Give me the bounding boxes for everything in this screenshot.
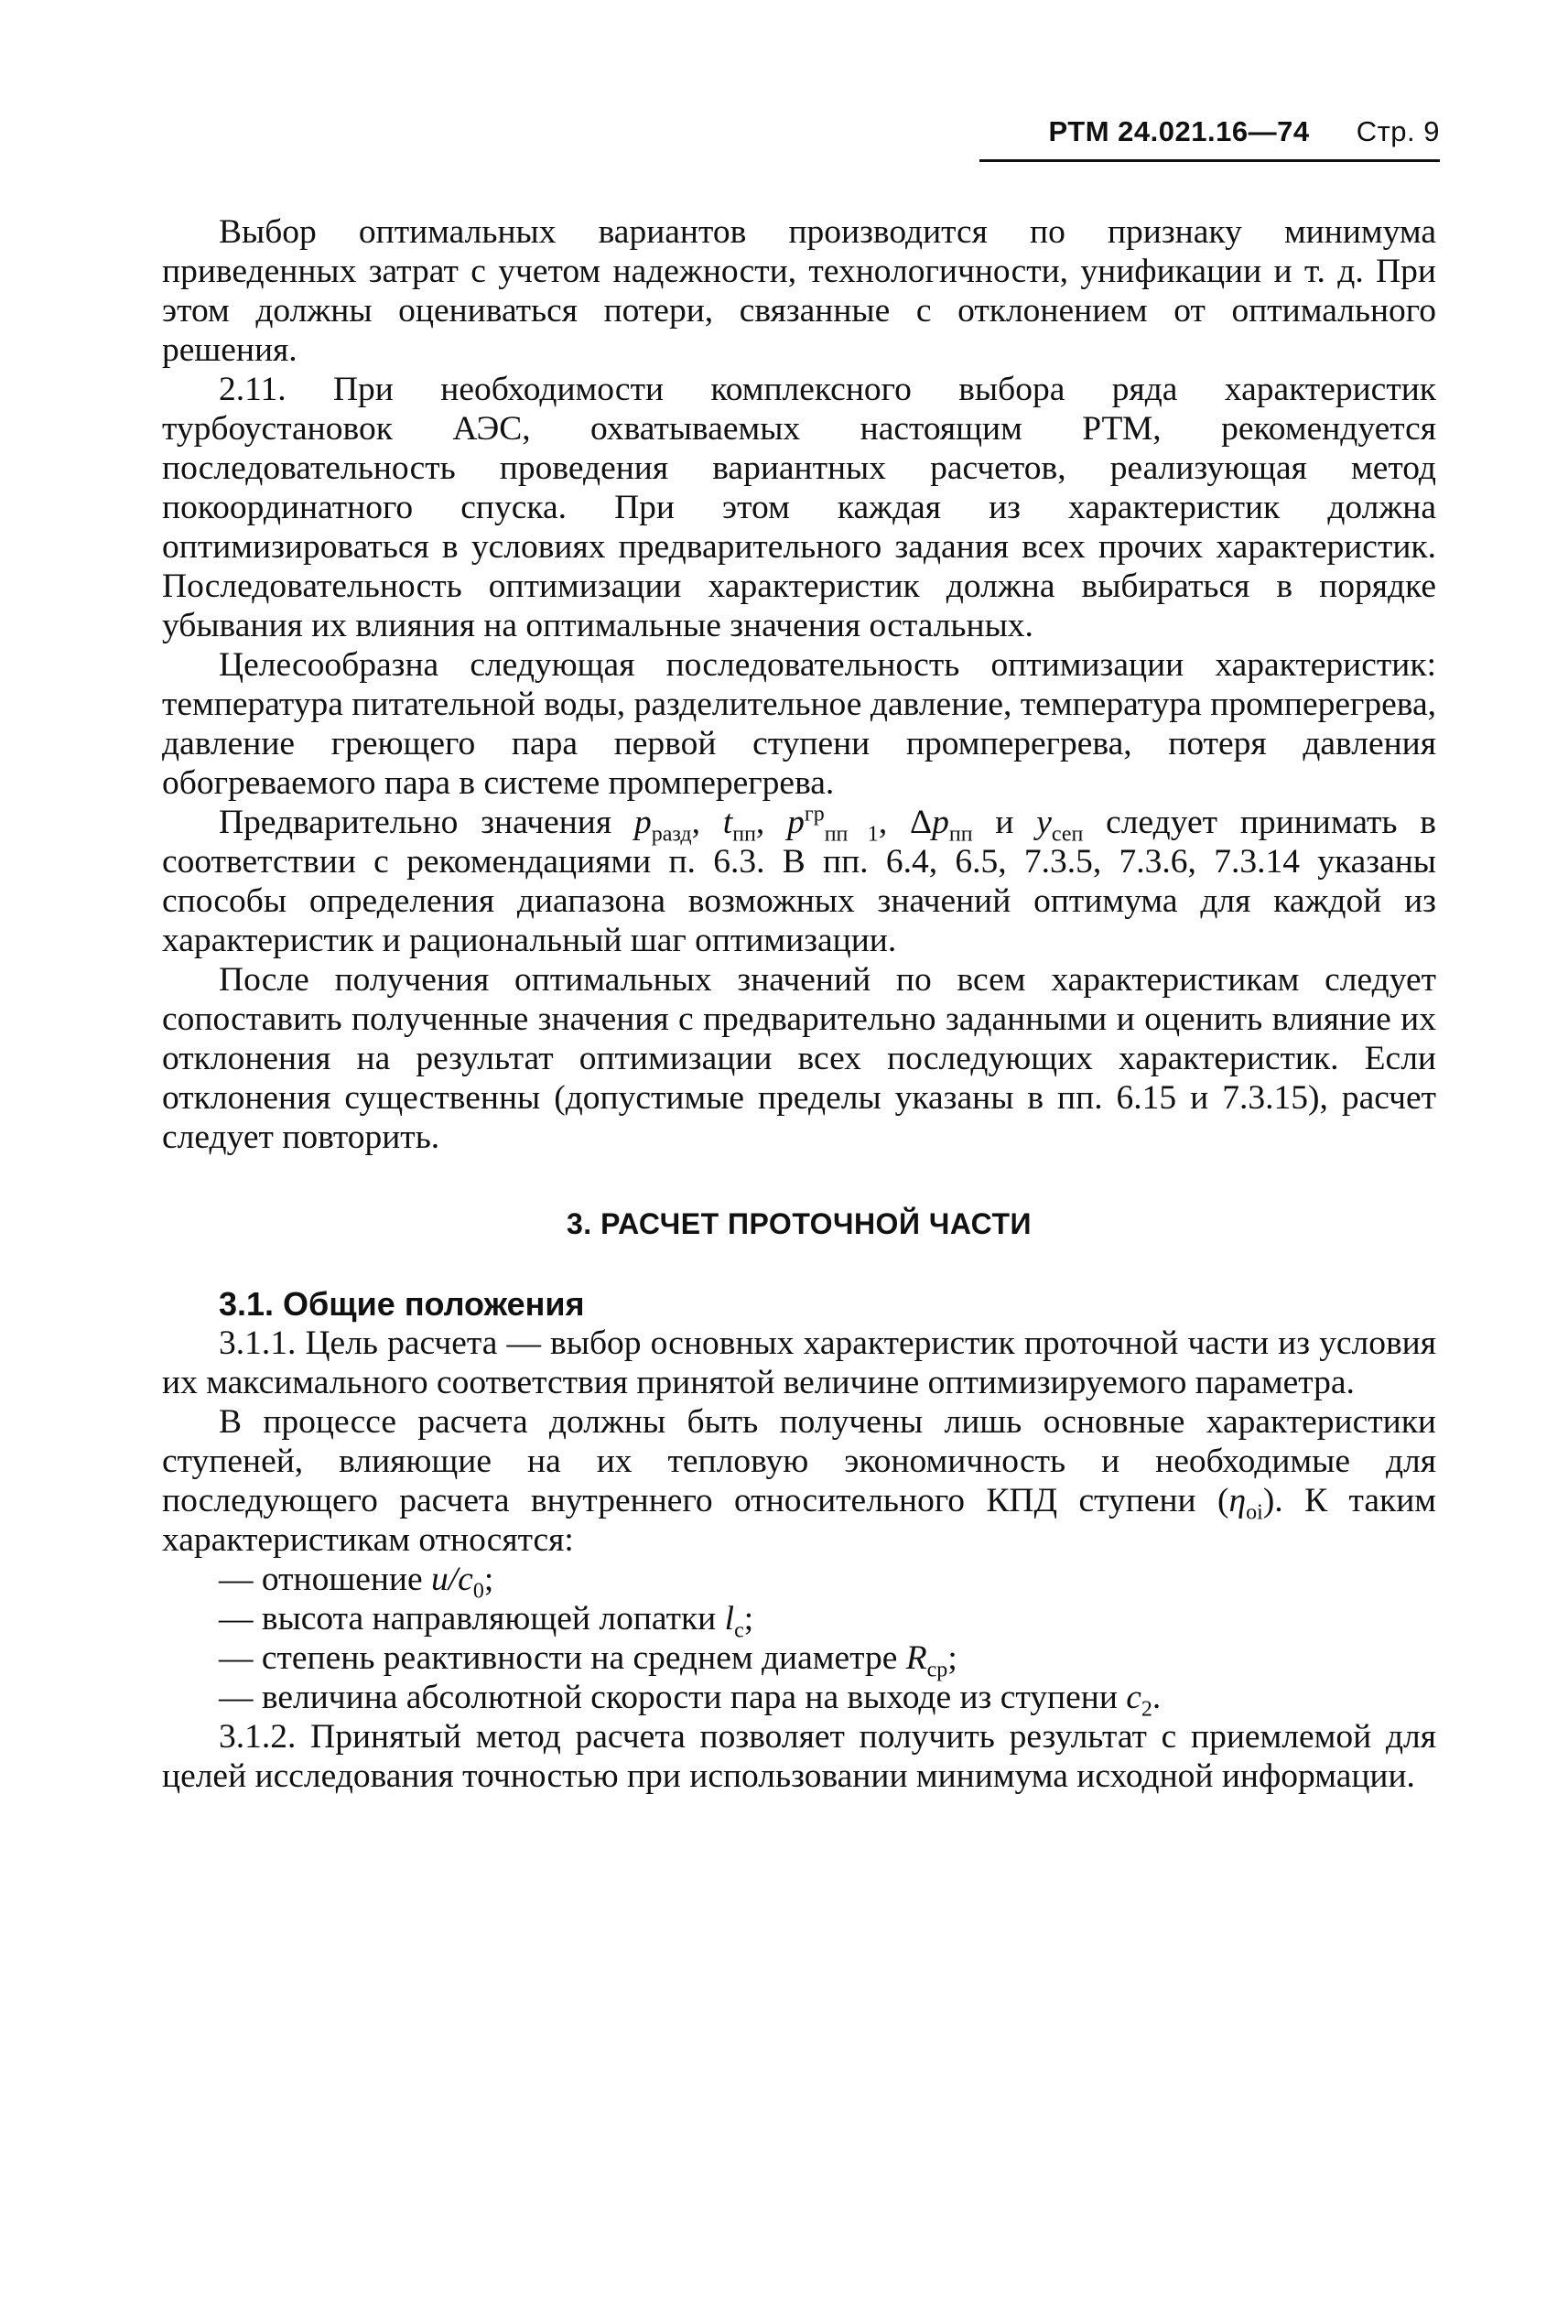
- subsection-title: 3.1. Общие положения: [219, 1285, 585, 1323]
- page-header: [1049, 115, 1440, 148]
- section-title: 3. РАСЧЕТ ПРОТОЧНОЙ ЧАСТИ: [567, 1207, 1032, 1240]
- paragraph: После получения оптимальных значений по всем характеристикам следует сопоставить полученные значения с предварительно заданными и оценить влияние их отклонения на результат оптимизации всех последующих характеристик. Если отклонения существенны (допустимые пределы указаны в пп. 6.15 и 7.3.15), расчет следует повторить.: [162, 961, 1436, 1156]
- list-item: — отношение $u/c_0$;: [219, 1561, 494, 1604]
- paragraph: 3.1.1. Цель расчета — выбор основных характеристик проточной части из условия их максимального соответствия принятой величине оптимизируемого параметра.: [162, 1324, 1436, 1401]
- list-item: — величина абсолютной скорости пара на выходе из ступени $c_2$.: [219, 1679, 1162, 1722]
- list-item: — степень реактивности на среднем диаметре $R_{ср}$;: [219, 1639, 957, 1682]
- paragraph: Целесообразна следующая последовательность оптимизации характеристик: температура питательной воды, разделительное давление, температура промперегрева, давление греющего пара первой ступени промперегрева, потеря давления обогреваемого пара в системе промперегрева.: [162, 646, 1436, 802]
- paragraph: 3.1.2. Принятый метод расчета позволяет получить результат с приемлемой для целей исследования точностью при использовании минимума исходной информации.: [162, 1718, 1436, 1795]
- list-item: — высота направляющей лопатки $l_c$;: [219, 1600, 754, 1643]
- paragraph-with-formula: В процессе расчета должны быть получены лишь основные характеристики ступеней, влияющие на их тепловую экономичность и необходимые для последующего расчета внутреннего относительного КПД ступени $(\eta_{oi})$. К таким характеристикам относятся:: [162, 1403, 1436, 1559]
- paragraph-with-formulas: Предварительно значения $p_{разд}$, $t_{пп}$, $p^{гр}_{пп 1}$, $\Delta p_{пп}$ и $y_{сеп}$ следует принимать в соответствии с рекомендациями п. 6.3. В пп. 6.4, 6.5, 7.3.5, 7.3.6, 7.3.14 указаны способы определения диапазона возможных значений оптимума для каждой из характеристик и рациональный шаг оптимизации.: [162, 802, 1437, 959]
- page-body: [162, 212, 1436, 1796]
- header-rule: [979, 159, 1440, 162]
- paragraph: 2.11. При необходимости комплексного выбора ряда характеристик турбоустановок АЭС, охватываемых настоящим РТМ, рекомендуется последовательность проведения вариантных расчетов, реализующая метод покоординатного спуска. При этом каждая из характеристик должна оптимизироваться в условиях предварительного задания всех прочих характеристик. Последовательность оптимизации характеристик должна выбираться в порядке убывания их влияния на оптимальные значения остальных.: [162, 371, 1436, 644]
- page-number: Стр. 9: [1356, 115, 1440, 147]
- document-code: РТМ 24.021.16—74: [1048, 115, 1310, 147]
- paragraph: Выбор оптимальных вариантов производится по признаку минимума приведенных затрат с учетом надежности, технологичности, унификации и т. д. При этом должны оцениваться потери, связанные с отклонением от оптимального решения.: [162, 213, 1436, 369]
